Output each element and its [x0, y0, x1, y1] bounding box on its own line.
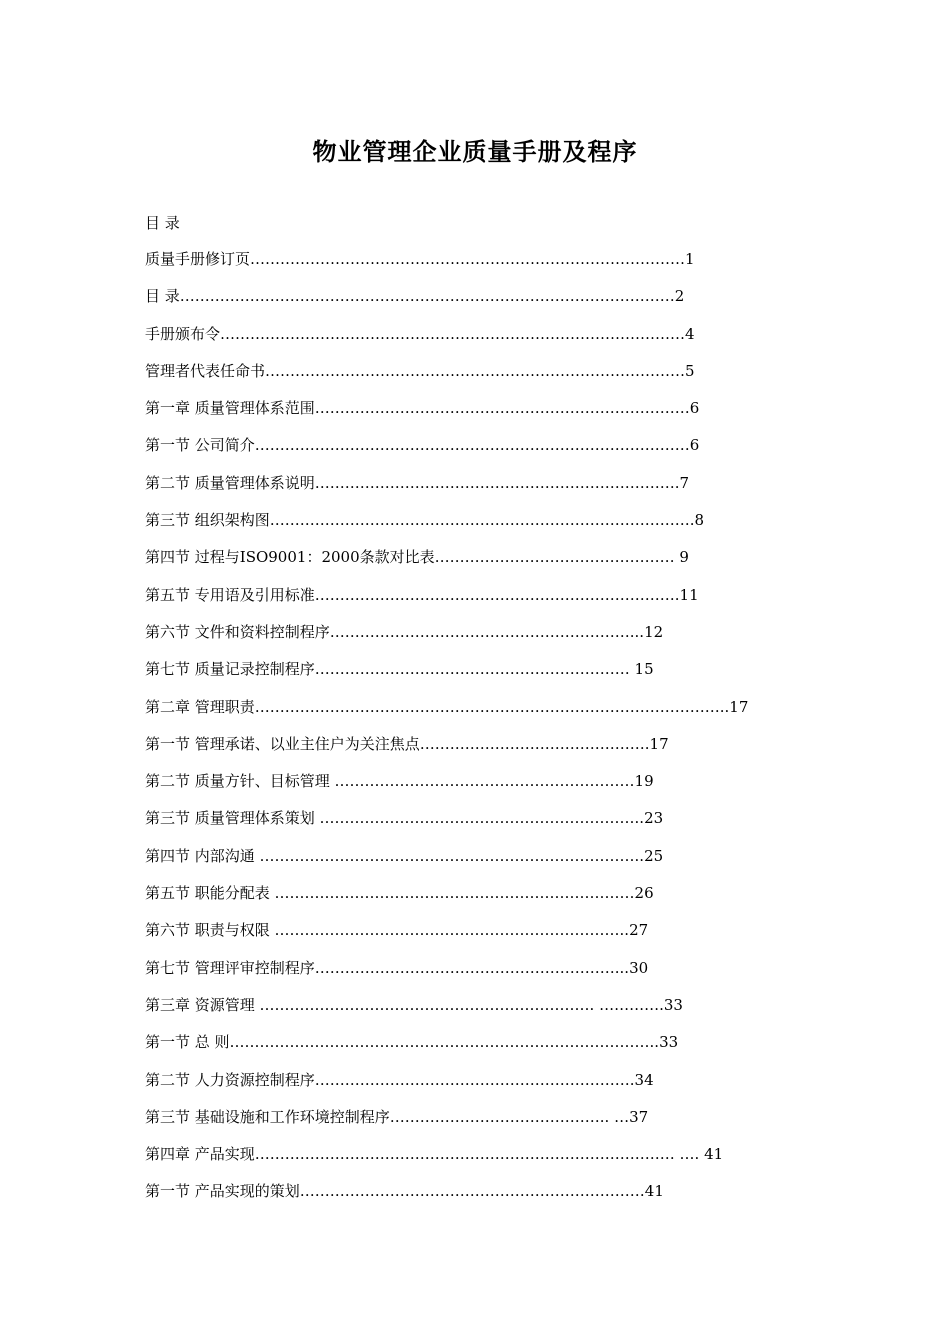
toc-entry: 第一节 产品实现的策划……………………………………………………………41 [145, 1182, 664, 1201]
toc-entry: 第三章 资源管理 …………………………………………………………. ………….33 [145, 995, 683, 1014]
toc-entry: 第六节 职责与权限 ……………………………………………………………..27 [145, 921, 649, 940]
toc-entry: 目 录………………………………………………………………………………………2 [145, 287, 685, 306]
toc-entry: 第三节 组织架构图………………………………………………………………………….8 [145, 511, 705, 530]
toc-entry: 第五节 职能分配表 ………………………………………………………………26 [145, 884, 654, 903]
toc-entry: 第一节 公司简介……………………………………………………………………………6 [145, 436, 700, 455]
toc-entry: 第三节 基础设施和工作环境控制程序…………………………………….. …37 [145, 1107, 649, 1126]
toc-heading: 目 录 [145, 214, 180, 232]
toc-entry: 管理者代表任命书…………………………………………………………………………5 [145, 361, 695, 380]
toc-entry: 质量手册修订页……………………………………………………………………………1 [145, 250, 695, 268]
toc-entry: 第二节 质量管理体系说明……………………………………………………………….7 [145, 473, 690, 492]
toc-entry: 第四节 过程与ISO9001：2000条款对比表………………………………………… 9 [145, 548, 689, 567]
toc-entry: 第二节 质量方针、目标管理 ……………………………………………………19 [145, 772, 654, 791]
toc-entry: 第一节 管理承诺、以业主住户为关注焦点……………………………………….17 [145, 734, 669, 753]
toc-entry: 第一章 质量管理体系范围…………………………………………………………………6 [145, 399, 700, 418]
toc-entry: 第七节 管理评审控制程序……………………………………………………...30 [145, 958, 649, 977]
toc-entry: 第一节 总 则…………………………………………………………………………..33 [145, 1033, 679, 1052]
toc-entry: 手册颁布令…………………………………………………………………………………4 [145, 324, 695, 343]
document-title: 物业管理企业质量手册及程序 [312, 137, 638, 166]
toc-entry: 第三节 质量管理体系策划 ………………………………………………………..23 [145, 809, 664, 828]
toc-entry: 第五节 专用语及引用标准……………………………………………………………….11 [145, 585, 699, 604]
toc-entry: 第四章 产品实现………………………………………………………………………… …. 41 [145, 1145, 724, 1164]
table-of-contents [145, 248, 785, 1218]
toc-entry: 第二章 管理职责…………………………………………………………………………………..17 [145, 697, 749, 716]
toc-entry: 第二节 人力资源控制程序……………………………………………………….34 [145, 1070, 654, 1089]
toc-entry: 第七节 质量记录控制程序……………………………………………………… 15 [145, 660, 654, 679]
toc-entry: 第六节 文件和资料控制程序……………………………………………………...12 [145, 622, 664, 641]
toc-entry: 第四节 内部沟通 …………………………………………………………………..25 [145, 846, 664, 865]
